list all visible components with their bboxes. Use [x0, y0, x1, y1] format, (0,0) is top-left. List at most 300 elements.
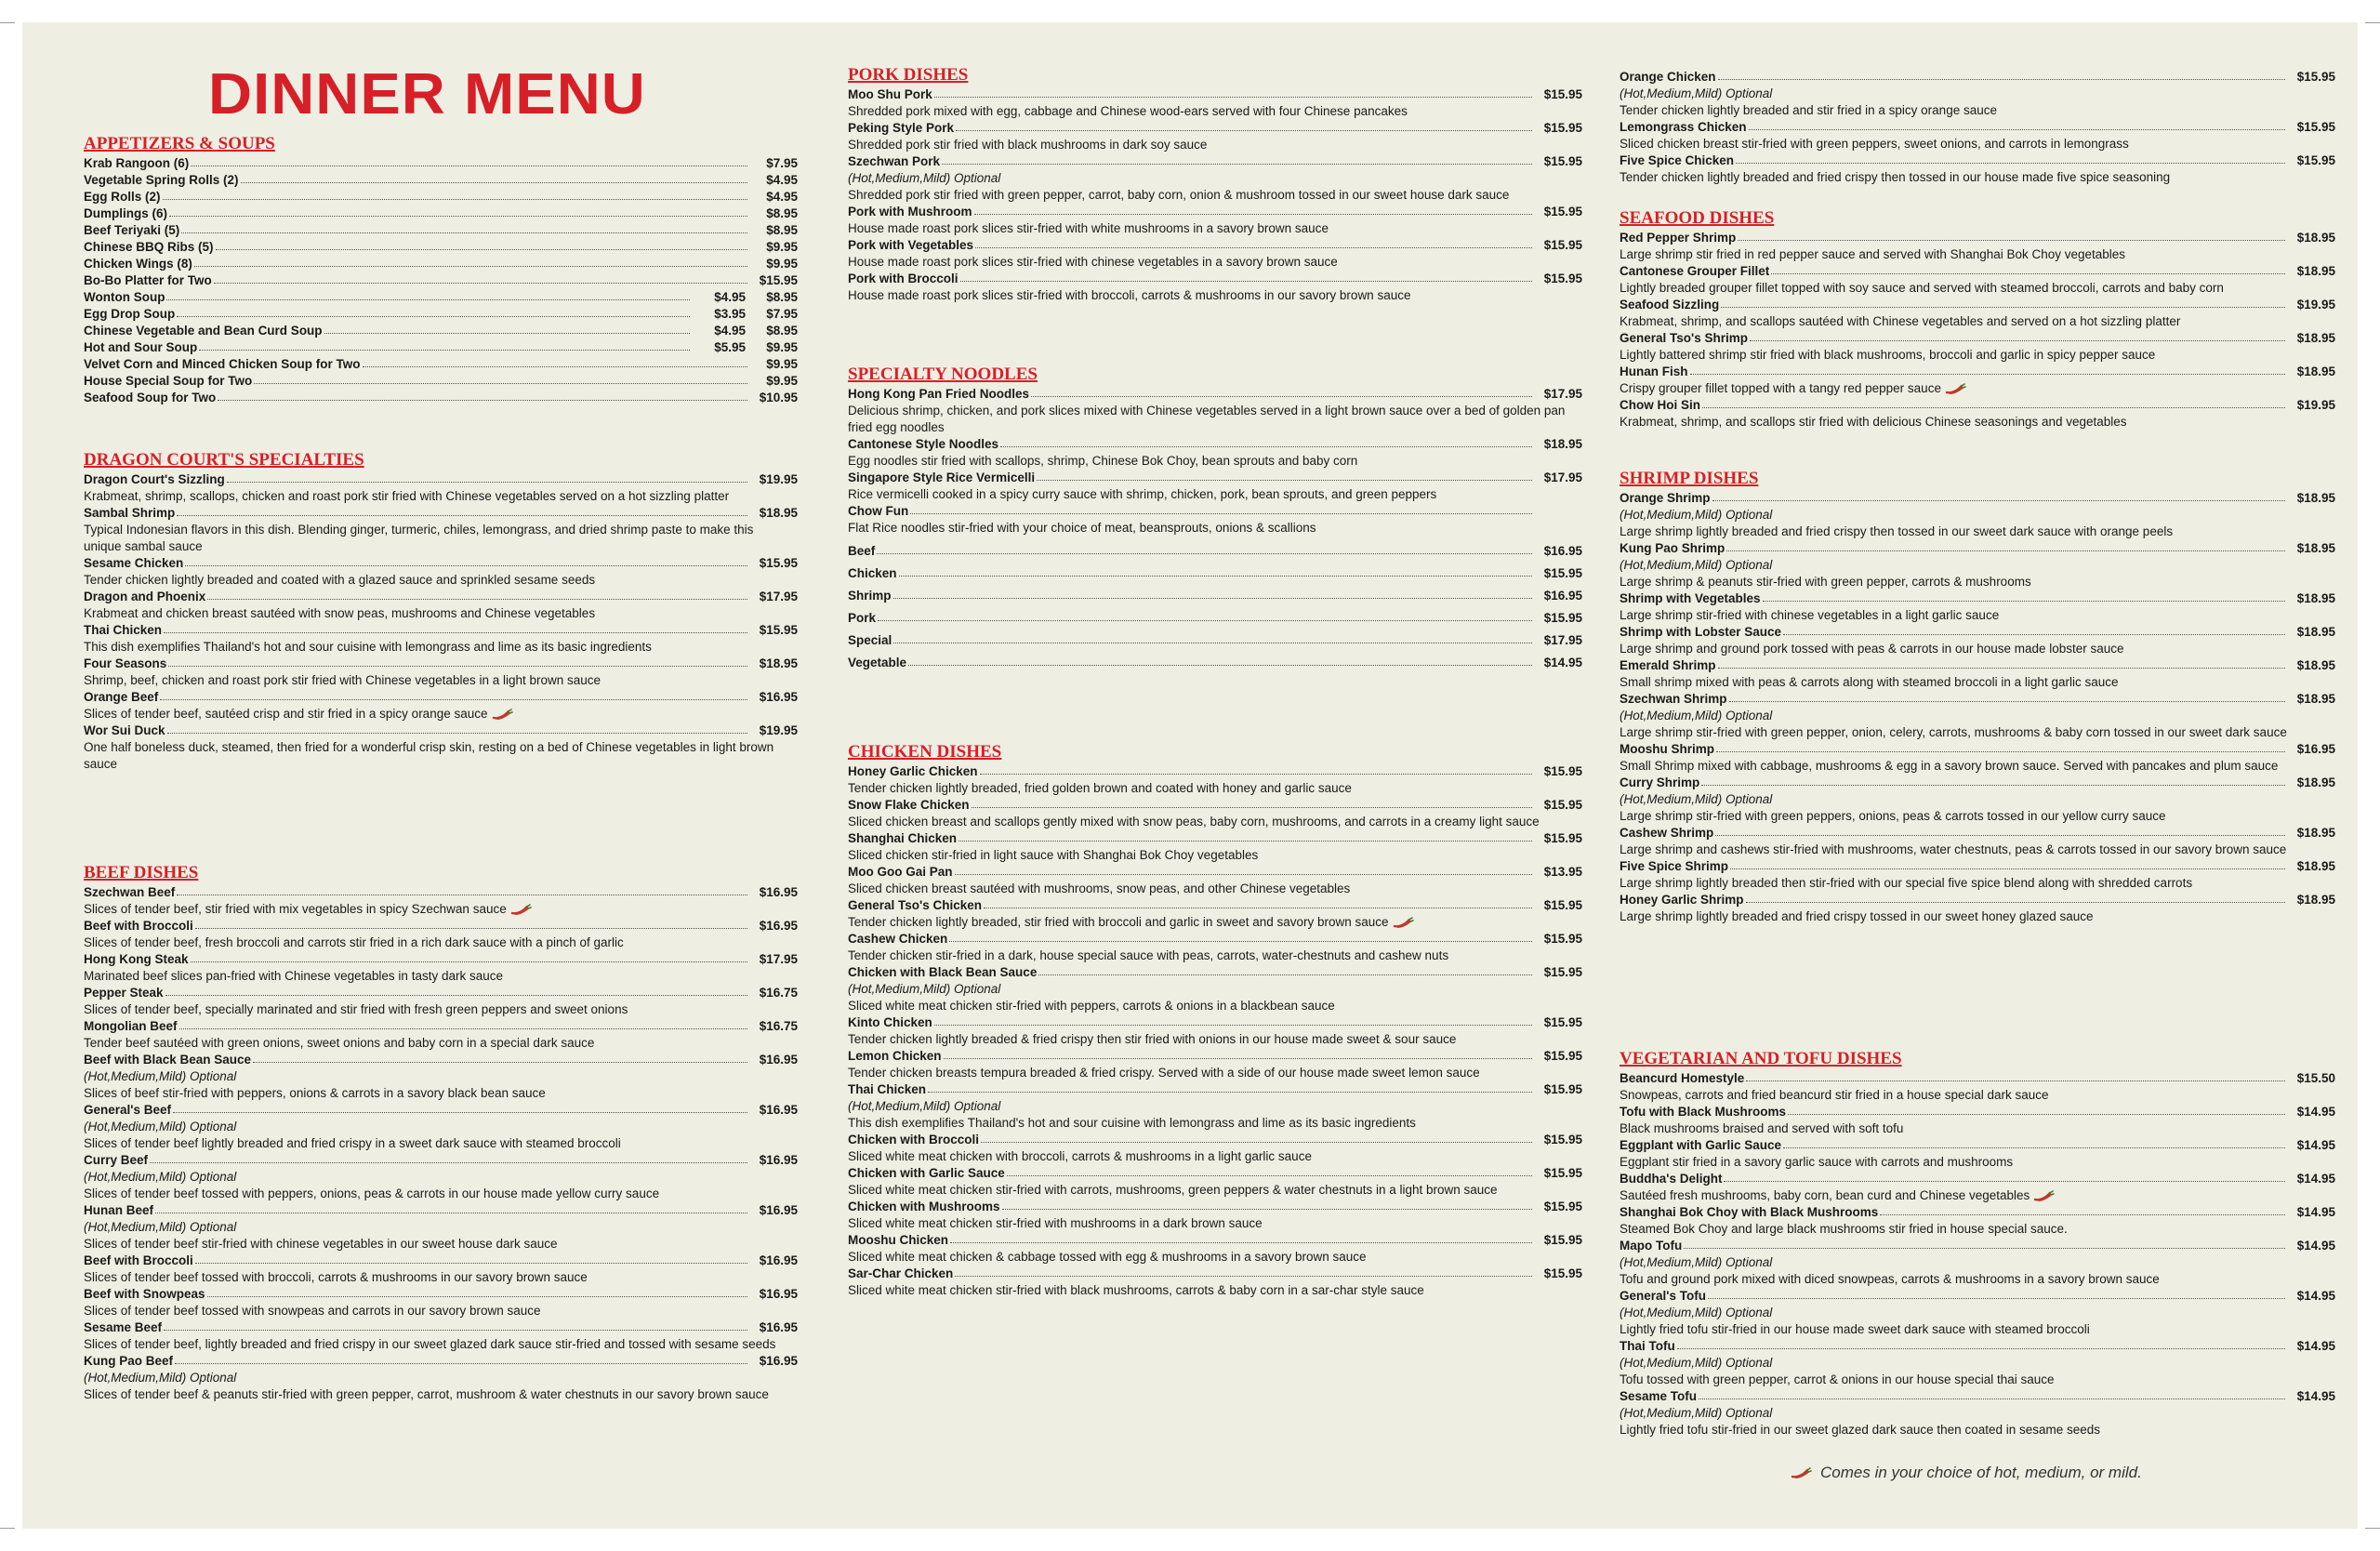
item-price: $16.95 — [759, 690, 798, 704]
item-description — [848, 1115, 1582, 1132]
item-description — [84, 706, 798, 722]
menu-item-row — [1620, 825, 2335, 842]
menu-item — [84, 356, 798, 373]
dot-leader — [169, 205, 747, 217]
item-name: Cashew Chicken — [848, 932, 948, 946]
item-description — [84, 605, 798, 622]
item-description — [84, 1236, 798, 1253]
item-description-text: Slices of tender beef, stir fried with mix vegetables in spicy Szechwan sauce — [84, 902, 507, 916]
item-description-text: House made roast pork slices stir-fried with chinese vegetables in a savory brown sauce — [848, 255, 1338, 269]
item-description-text: Shrimp, beef, chicken and roast pork stir fried with Chinese vegetables in a light brown sauce — [84, 673, 602, 687]
item-description — [84, 639, 798, 656]
menu-item — [1620, 1137, 2335, 1171]
item-name: Kinto Chicken — [848, 1015, 932, 1029]
item-description-text: Black mushrooms braised and served with soft tofu — [1620, 1121, 1904, 1135]
option-name: Vegetable — [848, 656, 907, 669]
item-description-text: Large shrimp stir-fried with green peppers, onions, peas & carrots tossed in our yellow curry sauce — [1620, 809, 2166, 823]
item-price: $18.95 — [2296, 491, 2335, 505]
item-name: Eggplant with Garlic Sauce — [1620, 1138, 1782, 1152]
item-price: $14.95 — [2296, 1105, 2335, 1119]
item-price: $16.95 — [759, 1287, 798, 1301]
dot-leader — [199, 338, 690, 351]
dot-leader — [1771, 262, 2285, 274]
dot-leader — [934, 1014, 1532, 1026]
item-name: Moo Goo Gai Pan — [848, 865, 953, 879]
section-title: SHRIMP DISHES — [1620, 469, 1759, 488]
item-name: Red Pepper Shrimp — [1620, 231, 1737, 245]
menu-item-row — [84, 1102, 798, 1119]
menu-item — [1620, 691, 2335, 741]
dot-leader — [910, 502, 1532, 514]
item-description-text: Slices of tender beef, specially marinated and stir fried with fresh green peppers and sweet onions — [84, 1002, 628, 1016]
item-name: Vegetable Spring Rolls (2) — [84, 173, 239, 187]
item-name: Beef with Broccoli — [84, 1253, 193, 1267]
dot-leader — [974, 203, 1532, 215]
menu-item-row — [1620, 119, 2335, 136]
chili-pepper-icon — [1945, 382, 1967, 395]
menu-item-row — [84, 272, 798, 289]
dot-leader — [191, 154, 747, 166]
item-description — [1620, 524, 2335, 540]
item-description — [848, 520, 1582, 537]
item-description-text: Sliced chicken breast stir-fried with green peppers, sweet onions, and carrots in lemongrass — [1620, 137, 2129, 151]
item-price-small: $3.95 — [714, 307, 746, 321]
item-description — [84, 572, 798, 589]
menu-item-row — [1620, 1137, 2335, 1154]
menu-item — [848, 763, 1582, 797]
dot-leader — [955, 863, 1532, 875]
item-name: Sar-Char Chicken — [848, 1266, 954, 1280]
dot-leader — [195, 1252, 747, 1264]
item-description — [1620, 1120, 2335, 1137]
menu-item-row — [84, 239, 798, 256]
menu-item-row — [1620, 540, 2335, 557]
item-price: $15.95 — [1543, 1015, 1582, 1029]
menu-item — [84, 1152, 798, 1202]
item-price: $18.95 — [1543, 437, 1582, 451]
item-name: Thai Chicken — [848, 1082, 927, 1096]
menu-item — [84, 985, 798, 1018]
item-description — [84, 1135, 798, 1152]
menu-item-row — [1620, 590, 2335, 607]
spicy-legend — [1787, 1464, 2142, 1482]
menu-item-row — [84, 256, 798, 272]
menu-item-row — [1620, 775, 2335, 791]
chili-pepper-icon — [1791, 1466, 1813, 1479]
item-description — [1620, 908, 2335, 925]
section-title: APPETIZERS & SOUPS — [84, 134, 275, 153]
menu-item — [1620, 1070, 2335, 1104]
menu-item-row — [84, 323, 798, 339]
item-description-text: Crispy grouper fillet topped with a tangy red pepper sauce — [1620, 381, 1941, 395]
item-price: $18.95 — [759, 506, 798, 520]
dot-leader — [155, 1201, 747, 1213]
dot-leader — [241, 171, 747, 183]
item-description — [1620, 169, 2335, 186]
menu-item-row — [1620, 741, 2335, 758]
item-price: $16.75 — [759, 986, 798, 1000]
item-description — [1620, 1221, 2335, 1238]
menu-item-row — [84, 589, 798, 605]
item-description — [848, 780, 1582, 797]
item-name: Sambal Shrimp — [84, 506, 176, 520]
menu-item — [1620, 624, 2335, 657]
item-description-text: House made roast pork slices stir-fried with white mushrooms in a savory brown sauce — [848, 221, 1329, 235]
item-name: Buddha's Delight — [1620, 1172, 1723, 1186]
menu-item-row — [848, 153, 1582, 170]
item-price: $15.95 — [1543, 1133, 1582, 1147]
item-description-text: Tofu tossed with green pepper, carrot & onions in our house special thai sauce — [1620, 1372, 2055, 1386]
item-description-text: Sliced white meat chicken stir-fried with black mushrooms, carrots & baby corn in a sar-char style sauce — [848, 1283, 1424, 1297]
item-name: Hunan Beef — [84, 1203, 154, 1217]
menu-item-row — [84, 1052, 798, 1068]
heat-option: (Hot,Medium,Mild) Optional — [1620, 558, 1773, 572]
section-title: SEAFOOD DISHES — [1620, 208, 1775, 228]
item-price: $8.95 — [766, 290, 798, 304]
menu-item-row — [848, 436, 1582, 453]
item-price: $14.95 — [2296, 1239, 2335, 1253]
dot-leader — [1701, 774, 2285, 786]
menu-item — [848, 271, 1582, 304]
item-description — [84, 1085, 798, 1102]
item-description-text: Slices of tender beef stir-fried with chinese vegetables in our sweet house dark sauce — [84, 1237, 558, 1251]
item-name: Dragon and Phoenix — [84, 590, 206, 603]
item-price: $15.95 — [1543, 154, 1582, 168]
item-description — [1620, 1422, 2335, 1438]
menu-item — [84, 306, 798, 323]
option-name: Shrimp — [848, 589, 892, 603]
menu-item — [84, 172, 798, 189]
menu-item — [848, 470, 1582, 503]
item-description-text: Large shrimp stir fried in red pepper sauce and served with Shanghai Bok Choy vegetables — [1620, 247, 2126, 261]
menu-item — [84, 189, 798, 205]
item-price: $15.95 — [759, 556, 798, 570]
heat-option: (Hot,Medium,Mild) Optional — [1620, 86, 1773, 100]
menu-item-row — [1620, 1104, 2335, 1120]
menu-item — [1620, 540, 2335, 590]
dot-leader — [975, 236, 1532, 248]
menu-item-row — [84, 172, 798, 189]
item-price: $15.95 — [1543, 238, 1582, 252]
noodle-option-row — [848, 585, 1582, 607]
menu-item — [848, 964, 1582, 1014]
dot-leader — [1788, 1103, 2285, 1115]
item-description-text: Tofu and ground pork mixed with diced snowpeas, carrots & mushrooms in a savory brown sauce — [1620, 1272, 2160, 1286]
item-description — [1620, 102, 2335, 119]
menu-item — [84, 1353, 798, 1403]
item-description — [848, 187, 1582, 204]
item-description-text: Large shrimp stir-fried with chinese vegetables in a light garlic sauce — [1620, 608, 2000, 622]
item-description — [84, 968, 798, 985]
menu-item-row — [1620, 624, 2335, 641]
item-description — [1620, 136, 2335, 152]
menu-item-row — [848, 1014, 1582, 1031]
item-description — [84, 1269, 798, 1286]
dot-leader — [1716, 740, 2285, 752]
item-description — [84, 672, 798, 689]
item-price: $16.95 — [759, 1103, 798, 1117]
item-description — [848, 881, 1582, 897]
section-shrimp — [1620, 469, 2335, 925]
heat-option: (Hot,Medium,Mild) Optional — [1620, 709, 1773, 722]
item-description — [1620, 674, 2335, 691]
item-name: Thai Tofu — [1620, 1339, 1675, 1353]
menu-item-row — [84, 1319, 798, 1336]
item-name: Beef with Black Bean Sauce — [84, 1053, 252, 1067]
dot-leader — [1000, 435, 1532, 447]
chili-pepper-icon — [510, 903, 533, 916]
item-price: $17.95 — [759, 590, 798, 603]
crop-mark — [2365, 22, 2380, 23]
dot-leader — [1730, 857, 2285, 869]
dot-leader — [1736, 152, 2285, 164]
item-name: Snow Flake Chicken — [848, 798, 970, 812]
item-description-text: Flat Rice noodles stir-fried with your choice of meat, beansprouts, onions & scallions — [848, 521, 1316, 535]
dot-leader — [363, 355, 747, 367]
item-price: $18.95 — [2296, 776, 2335, 789]
menu-item — [84, 1319, 798, 1353]
item-name: Chinese BBQ Ribs (5) — [84, 240, 214, 254]
option-price: $17.95 — [1543, 633, 1582, 647]
item-name: General's Tofu — [1620, 1289, 1706, 1303]
menu-item-row — [1620, 892, 2335, 908]
dot-leader — [214, 272, 747, 284]
item-price: $15.95 — [1543, 764, 1582, 778]
item-name: Chow Fun — [848, 504, 909, 518]
dot-leader — [981, 1131, 1532, 1143]
heat-option: (Hot,Medium,Mild) Optional — [84, 1170, 237, 1184]
dot-leader — [1031, 385, 1532, 397]
item-name: General's Beef — [84, 1103, 172, 1117]
dot-leader — [177, 305, 690, 317]
dot-leader — [1708, 1287, 2285, 1299]
menu-item — [84, 689, 798, 722]
menu-item — [1620, 263, 2335, 297]
menu-item-row — [1620, 330, 2335, 347]
item-price: $15.95 — [1543, 205, 1582, 219]
item-description — [1620, 875, 2335, 892]
menu-item-row — [84, 1018, 798, 1035]
item-name: Velvet Corn and Minced Chicken Soup for Two — [84, 357, 361, 371]
dot-leader — [185, 554, 747, 566]
item-price: $15.95 — [1543, 1200, 1582, 1213]
menu-item-row — [84, 722, 798, 739]
menu-item-row — [848, 1081, 1582, 1098]
menu-item-row — [848, 830, 1582, 847]
item-name: Lemon Chicken — [848, 1049, 942, 1063]
item-name: Shanghai Chicken — [848, 831, 958, 845]
item-description — [84, 1303, 798, 1319]
menu-item — [1620, 230, 2335, 263]
item-description-text: Lightly fried tofu stir-fried in our house made sweet dark sauce with steamed broccoli — [1620, 1322, 2090, 1336]
menu-item — [84, 505, 798, 555]
menu-item — [1620, 1171, 2335, 1204]
menu-item — [1620, 1204, 2335, 1238]
section-specialties — [84, 450, 798, 773]
menu-item — [84, 373, 798, 390]
dot-leader — [207, 1285, 747, 1297]
item-price: $19.95 — [2296, 298, 2335, 312]
menu-item — [848, 1232, 1582, 1266]
menu-item-row — [84, 155, 798, 172]
item-name: Hong Kong Pan Fried Noodles — [848, 387, 1029, 401]
menu-item-row — [84, 1202, 798, 1219]
item-description-text: Typical Indonesian flavors in this dish. Blending ginger, turmeric, chiles, lemongrass, and dried shrimp paste to make this unique sambal sauce — [84, 523, 754, 553]
dot-leader — [1677, 1337, 2285, 1349]
dot-leader — [893, 631, 1532, 643]
menu-item — [84, 155, 798, 172]
item-name: Cantonese Style Noodles — [848, 437, 999, 451]
item-name: Chicken with Garlic Sauce — [848, 1166, 1005, 1180]
item-name: Mapo Tofu — [1620, 1239, 1683, 1253]
item-description-text: Delicious shrimp, chicken, and pork slices mixed with Chinese vegetables served in a light brown sauce over a bed of golden pan fried egg noodles — [848, 404, 1566, 434]
item-price: $7.95 — [766, 307, 798, 321]
item-price: $8.95 — [766, 324, 798, 338]
menu-item-row — [1620, 1204, 2335, 1221]
menu-item-row — [848, 1132, 1582, 1148]
item-name: Honey Garlic Shrimp — [1620, 893, 1744, 907]
menu-item-row — [84, 205, 798, 222]
item-description — [1620, 808, 2335, 825]
menu-item-row — [1620, 1070, 2335, 1087]
item-name: Pepper Steak — [84, 986, 164, 1000]
item-price: $17.95 — [1543, 387, 1582, 401]
item-price: $15.95 — [2296, 70, 2335, 84]
item-name: Shrimp with Lobster Sauce — [1620, 625, 1782, 639]
item-price: $16.95 — [759, 1053, 798, 1067]
menu-page — [22, 22, 2358, 1529]
menu-item-row — [84, 918, 798, 935]
item-price-small: $5.95 — [714, 340, 746, 354]
item-description-text: Sautéed fresh mushrooms, baby corn, bean curd and Chinese vegetables — [1620, 1188, 2030, 1202]
item-price: $8.95 — [766, 206, 798, 220]
menu-item-row — [84, 189, 798, 205]
heat-option: (Hot,Medium,Mild) Optional — [1620, 1306, 1773, 1319]
menu-item — [84, 205, 798, 222]
dot-leader — [1718, 68, 2285, 80]
menu-item-row — [848, 503, 1582, 520]
menu-item — [84, 323, 798, 339]
menu-item — [1620, 858, 2335, 892]
item-description — [84, 1186, 798, 1202]
item-description — [1620, 380, 2335, 397]
item-name: Shanghai Bok Choy with Black Mushrooms — [1620, 1205, 1879, 1219]
menu-item-row — [1620, 1238, 2335, 1254]
chili-pepper-icon — [492, 708, 514, 721]
item-description-text: Slices of tender beef tossed with snowpeas and carrots in our savory brown sauce — [84, 1304, 541, 1318]
menu-item — [84, 1253, 798, 1286]
menu-item — [1620, 892, 2335, 925]
dot-leader — [168, 655, 747, 667]
menu-item — [1620, 69, 2335, 119]
item-name: Honey Garlic Chicken — [848, 764, 978, 778]
dot-leader — [150, 1151, 747, 1163]
item-description-text: Tender chicken lightly breaded, fried golden brown and coated with honey and garlic sauce — [848, 781, 1352, 795]
item-price: $15.95 — [1543, 121, 1582, 135]
heat-option: (Hot,Medium,Mild) Optional — [848, 1099, 1001, 1113]
menu-item-row — [848, 386, 1582, 403]
item-description-text: Large shrimp and cashews stir-fried with mushrooms, water chestnuts, peas & carrots tossed in our savory brown sauce — [1620, 842, 2287, 856]
item-description-text: Tender chicken lightly breaded, stir fried with broccoli and garlic in sweet and savory brown sauce — [848, 915, 1389, 929]
item-description-text: Shredded pork stir fried with black mushrooms in dark soy sauce — [848, 138, 1208, 152]
menu-item-row — [848, 271, 1582, 287]
dot-leader — [164, 1319, 747, 1331]
option-price: $16.95 — [1543, 544, 1582, 558]
dot-leader — [324, 322, 690, 334]
item-price: $15.50 — [2296, 1071, 2335, 1085]
menu-item-row — [1620, 297, 2335, 313]
menu-item — [84, 555, 798, 589]
dot-leader — [1738, 229, 2285, 241]
item-price: $18.95 — [2296, 692, 2335, 706]
dot-leader — [942, 152, 1532, 165]
menu-item — [848, 120, 1582, 153]
menu-item-row — [84, 373, 798, 390]
dot-leader — [893, 587, 1532, 599]
item-description — [84, 1001, 798, 1018]
item-description — [84, 739, 798, 773]
menu-item — [1620, 1104, 2335, 1137]
item-description — [84, 1035, 798, 1052]
dot-leader — [1690, 363, 2286, 375]
menu-item — [84, 656, 798, 689]
item-name: Cantonese Grouper Fillet — [1620, 264, 1770, 278]
dot-leader — [956, 119, 1532, 131]
item-name: Szechwan Pork — [848, 154, 941, 168]
item-description — [848, 453, 1582, 470]
menu-item-row — [84, 356, 798, 373]
item-name: Dragon Court's Sizzling — [84, 472, 225, 486]
item-description — [84, 488, 798, 505]
item-description-text: Slices of tender beef, lightly breaded and fried crispy in our sweet glazed dark sauce stir-fried and tossed with sesame seeds — [84, 1337, 776, 1351]
menu-item — [1620, 1388, 2335, 1438]
menu-item-row — [1620, 1338, 2335, 1355]
crop-mark — [0, 1528, 15, 1529]
menu-item-row — [848, 797, 1582, 814]
item-description — [1620, 1087, 2335, 1104]
menu-item — [84, 239, 798, 256]
item-price: $15.95 — [1543, 932, 1582, 946]
heat-option: (Hot,Medium,Mild) Optional — [84, 1220, 237, 1234]
menu-item — [84, 1102, 798, 1152]
item-price: $17.95 — [759, 952, 798, 966]
section-title: PORK DISHES — [848, 65, 969, 85]
item-price: $15.95 — [759, 623, 798, 637]
dot-leader — [1038, 963, 1532, 975]
menu-item-row — [848, 1266, 1582, 1282]
dot-leader — [1718, 656, 2285, 669]
dot-leader — [160, 688, 747, 700]
item-price: $7.95 — [766, 156, 798, 170]
menu-item-row — [84, 951, 798, 968]
noodle-option-row — [848, 607, 1582, 630]
menu-item — [848, 1048, 1582, 1081]
item-price: $19.95 — [759, 472, 798, 486]
menu-item — [84, 1286, 798, 1319]
item-description-text: Sliced white meat chicken stir-fried with mushrooms in a dark brown sauce — [848, 1216, 1263, 1230]
option-price: $14.95 — [1543, 656, 1582, 669]
item-name: Dumplings (6) — [84, 206, 167, 220]
item-name: Orange Shrimp — [1620, 491, 1711, 505]
item-price: $15.95 — [1543, 898, 1582, 912]
heat-option: (Hot,Medium,Mild) Optional — [1620, 508, 1773, 522]
menu-item — [848, 897, 1582, 931]
dot-leader — [972, 796, 1532, 808]
item-description — [84, 901, 798, 918]
chili-pepper-icon — [2033, 1189, 2056, 1202]
legend-text: Comes in your choice of hot, medium, or mild. — [1820, 1464, 2142, 1481]
menu-item — [848, 204, 1582, 237]
